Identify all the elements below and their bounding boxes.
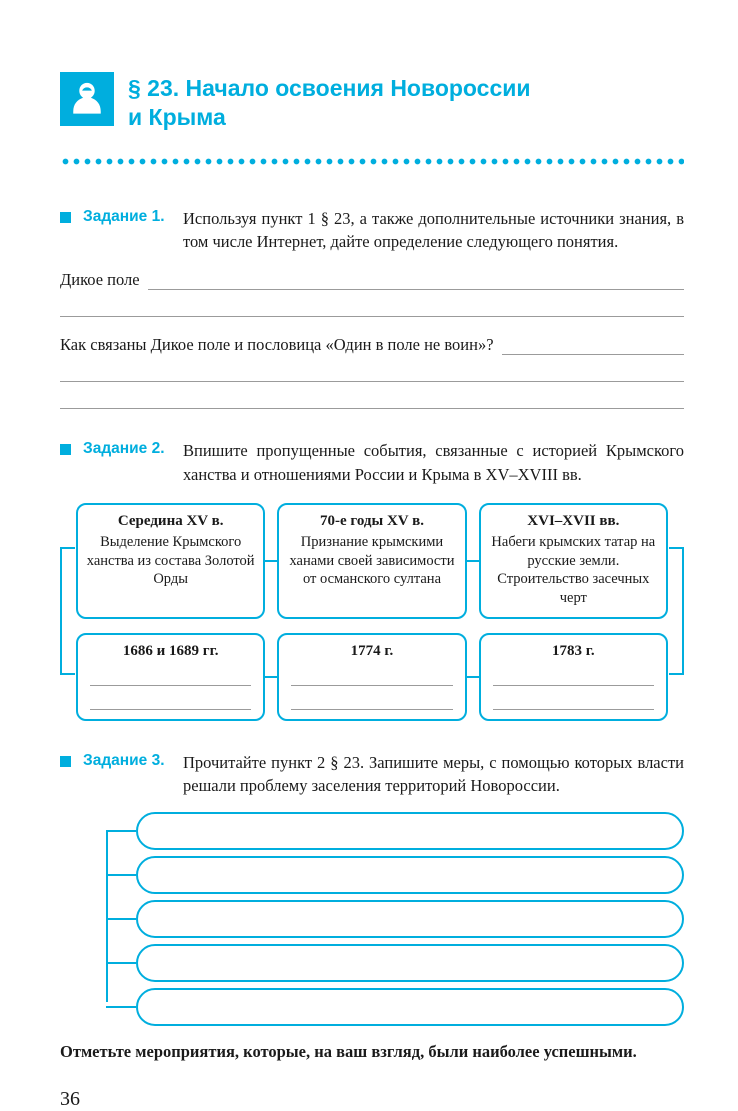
box-connector (467, 560, 479, 562)
measure-row (136, 988, 684, 1026)
task2-bottom-row (76, 633, 668, 721)
task2 (60, 439, 684, 487)
year-box-title: 1774 г. (350, 643, 394, 660)
right-bracket-connector (669, 547, 684, 674)
answer-pill (136, 856, 684, 894)
task3-bullet-icon (60, 756, 71, 767)
task1-bullet-icon (60, 212, 71, 223)
task1 (60, 207, 684, 255)
task2-text: Впишите пропущенные события, связанные с историей Крымского ханства и отношениями России и Крыма в XV–XVIII вв. (183, 441, 684, 485)
page-title (128, 72, 531, 132)
year-box (277, 633, 466, 721)
answer-line (60, 290, 684, 317)
answer-line (493, 662, 654, 686)
answer-line (60, 355, 684, 382)
measure-row (136, 900, 684, 938)
task2-diagram (60, 503, 684, 720)
task1-question-row (60, 333, 684, 355)
measure-row (136, 856, 684, 894)
box-connector (467, 676, 479, 678)
page-number: 36 (60, 1088, 80, 1111)
left-bracket-connector (60, 547, 75, 674)
year-box (479, 633, 668, 721)
page-title-line1: § 23. Начало освоения Новороссии (128, 75, 531, 101)
event-box-body: Признание крымскими ханами своей зависимости от османского султана (289, 533, 455, 588)
measure-row (136, 812, 684, 850)
answer-line (90, 662, 251, 686)
task3-text: Прочитайте пункт 2 § 23. Запишите меры, с помощью которых власти решали проблему заселения территорий Новороссии. (183, 752, 684, 796)
task3-diagram (60, 812, 684, 1026)
task2-label: Задание 2. (83, 440, 165, 458)
task2-bullet-icon (60, 444, 71, 455)
event-box-title: XVI–XVII вв. (527, 513, 620, 530)
answer-pill (136, 988, 684, 1026)
event-box-body: Выделение Крымского ханства из состава Золотой Орды (86, 533, 255, 588)
answer-line (291, 662, 452, 686)
portrait-icon (60, 72, 114, 126)
answer-line (90, 686, 251, 710)
year-box (76, 633, 265, 721)
year-box-title: 1686 и 1689 гг. (122, 643, 219, 660)
task1-term-row (60, 268, 684, 290)
dotted-divider (60, 158, 684, 165)
task2-top-row (76, 503, 668, 619)
event-box (479, 503, 668, 619)
task1-text: Используя пункт 1 § 23, а также дополнительные источники знания, в том числе Интернет, дайте определение следующего понятия. (183, 208, 684, 252)
box-connector (265, 676, 277, 678)
answer-line (60, 382, 684, 409)
event-box-body: Набеги крымских татар на русские земли. Строительство засечных черт (491, 533, 656, 607)
year-box-title: 1783 г. (552, 643, 595, 660)
task1-question: Как связаны Дикое поле и пословица «Один в поле не воин»? (60, 335, 494, 355)
answer-pill (136, 812, 684, 850)
page-header (60, 72, 684, 132)
event-box-title: 70-е годы XV в. (320, 513, 424, 530)
answer-line (493, 686, 654, 710)
task3 (60, 751, 684, 799)
answer-pill (136, 900, 684, 938)
answer-line (148, 268, 684, 290)
answer-pill (136, 944, 684, 982)
vertical-connector (106, 832, 108, 1002)
box-connector (265, 560, 277, 562)
task3-label: Задание 3. (83, 751, 165, 769)
measure-row (136, 944, 684, 982)
event-box (76, 503, 265, 619)
event-box (277, 503, 466, 619)
answer-line (291, 686, 452, 710)
answer-line (502, 333, 684, 355)
task1-label: Задание 1. (83, 207, 165, 225)
page-title-line2: и Крыма (128, 103, 226, 130)
task1-term: Дикое поле (60, 270, 140, 290)
task3-note: Отметьте мероприятия, которые, на ваш взгляд, были наиболее успешными. (60, 1042, 637, 1062)
event-box-title: Середина XV в. (117, 513, 224, 530)
